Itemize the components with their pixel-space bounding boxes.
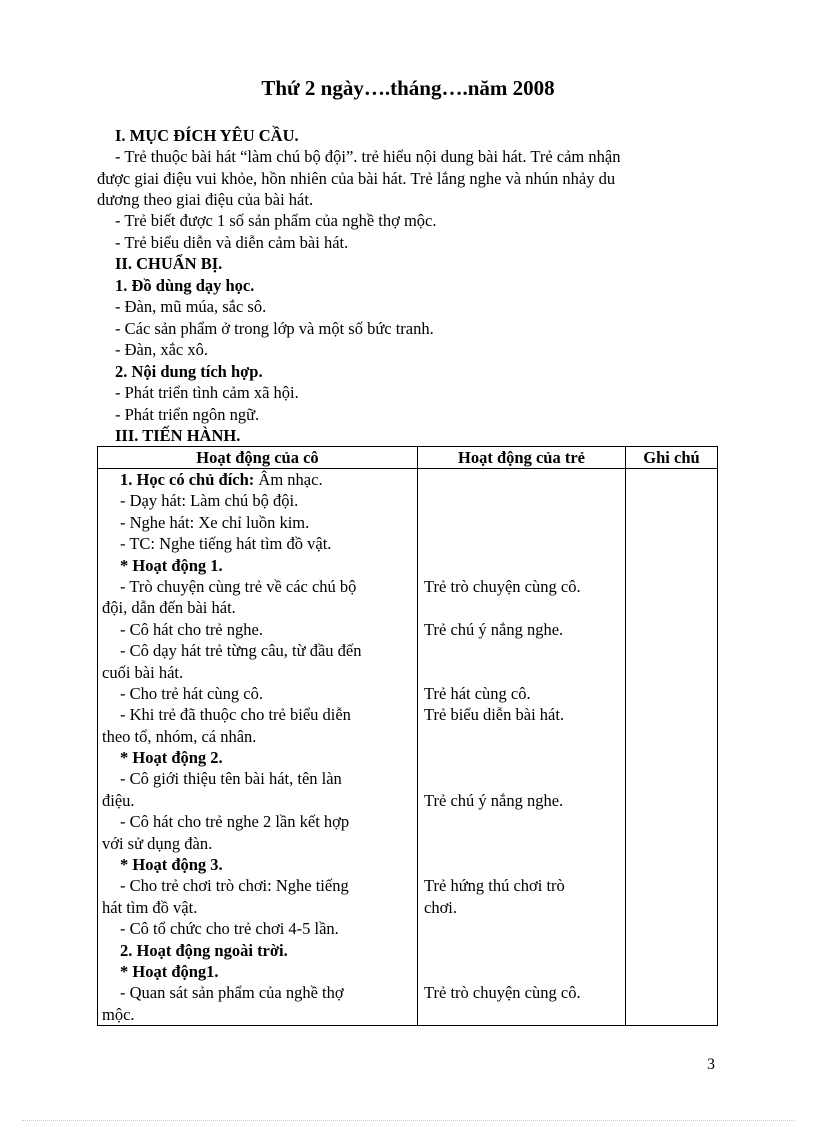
section2-sub2-line: - Phát triển ngôn ngữ. xyxy=(115,405,260,424)
teacher-line xyxy=(98,640,417,661)
teacher-line-bold: 2. Hoạt động ngoài trời. xyxy=(120,940,288,960)
teacher-line-text: hát tìm đồ vật. xyxy=(102,897,198,917)
section2-sub1-line: - Đàn, mũ múa, sắc sô. xyxy=(115,297,267,316)
child-activities-cell xyxy=(418,469,626,1026)
child-line xyxy=(418,512,625,533)
teacher-line-text: cuối bài hát. xyxy=(102,662,184,682)
child-line xyxy=(418,833,625,854)
child-line: Trẻ trò chuyện cùng cô. xyxy=(424,576,581,596)
section1-line: - Trẻ biểu diễn và diễn cảm bài hát. xyxy=(115,233,349,252)
teacher-line xyxy=(98,833,417,854)
section2-sub1-line: - Các sản phẩm ở trong lớp và một số bức tranh. xyxy=(115,319,434,338)
section2-sub1-heading: 1. Đồ dùng dạy học. xyxy=(115,276,255,295)
teacher-line xyxy=(98,811,417,832)
teacher-line xyxy=(98,854,417,875)
child-line xyxy=(418,918,625,939)
teacher-line-text: điệu. xyxy=(102,790,135,810)
child-line: chơi. xyxy=(424,897,458,917)
teacher-line-bold: * Hoạt động1. xyxy=(120,961,219,981)
teacher-line-text: - Cô giới thiệu tên bài hát, tên làn xyxy=(120,769,342,789)
teacher-line-text: với sử dụng đàn. xyxy=(102,833,213,853)
header-teacher: Hoạt động của cô xyxy=(98,447,418,469)
teacher-line-text: - Cô tổ chức cho trẻ chơi 4-5 lần. xyxy=(120,919,339,939)
teacher-line xyxy=(98,940,417,961)
child-line xyxy=(418,940,625,961)
teacher-line xyxy=(98,875,417,896)
section2-sub2-line: - Phát triển tình cảm xã hội. xyxy=(115,383,299,402)
notes-cell xyxy=(626,469,718,1026)
section1-line: - Trẻ biết được 1 số sản phẩm của nghề thợ mộc. xyxy=(115,211,437,230)
section1-line: được giai điệu vui khỏe, hồn nhiên của bài hát. Trẻ lắng nghe và nhún nhảy du xyxy=(97,169,616,188)
teacher-line-text: - Cô hát cho trẻ nghe 2 lần kết hợp xyxy=(120,812,350,832)
activity-table xyxy=(97,446,718,1026)
child-line xyxy=(418,640,625,661)
teacher-line-text: - Nghe hát: Xe chỉ luồn kim. xyxy=(120,512,310,532)
page-number: 3 xyxy=(707,1056,715,1073)
teacher-line-text: - Khi trẻ đã thuộc cho trẻ biểu diễn xyxy=(120,705,351,725)
teacher-line-text: - Cho trẻ hát cùng cô. xyxy=(120,683,263,703)
teacher-line xyxy=(98,1004,417,1025)
teacher-line xyxy=(98,597,417,618)
teacher-line-text: - Trò chuyện cùng trẻ về các chú bộ xyxy=(120,576,357,596)
header-notes: Ghi chú xyxy=(626,447,718,469)
table-body-row xyxy=(98,469,718,1026)
child-line: Trẻ hứng thú chơi trò xyxy=(424,876,565,896)
child-line: Trẻ chú ý nắng nghe. xyxy=(424,619,564,639)
child-line xyxy=(418,1004,625,1025)
teacher-line xyxy=(98,704,417,725)
page-title: Thứ 2 ngày….tháng….năm 2008 xyxy=(261,76,555,100)
section2-heading: II. CHUẨN BỊ. xyxy=(115,254,223,273)
teacher-line xyxy=(98,982,417,1003)
teacher-line xyxy=(98,726,417,747)
section1-line: dương theo giai điệu của bài hát. xyxy=(97,190,314,209)
teacher-line-text: - Cô dạy hát trẻ từng câu, từ đầu đến xyxy=(120,641,362,661)
teacher-line xyxy=(98,961,417,982)
header-child: Hoạt động của trẻ xyxy=(418,447,626,469)
section1-heading: I. MỤC ĐÍCH YÊU CẦU. xyxy=(115,126,299,145)
child-line: Trẻ trò chuyện cùng cô. xyxy=(424,983,581,1003)
child-line xyxy=(418,469,625,490)
teacher-line-bold: * Hoạt động 1. xyxy=(120,555,223,575)
section1-line: - Trẻ thuộc bài hát “làm chú bộ đội”. trẻ hiểu nội dung bài hát. Trẻ cảm nhận xyxy=(115,147,621,166)
teacher-line-text: - Dạy hát: Làm chú bộ đội. xyxy=(120,491,299,511)
teacher-line xyxy=(98,918,417,939)
child-line: Trẻ chú ý nắng nghe. xyxy=(424,790,564,810)
table-header-row xyxy=(98,447,718,469)
teacher-line xyxy=(98,747,417,768)
teacher-line xyxy=(98,768,417,789)
child-line xyxy=(418,961,625,982)
teacher-line-bold: * Hoạt động 2. xyxy=(120,748,223,768)
teacher-line-bold: * Hoạt động 3. xyxy=(120,855,223,875)
section3-heading: III. TIẾN HÀNH. xyxy=(115,426,241,445)
teacher-line-text: theo tổ, nhóm, cá nhân. xyxy=(102,726,257,746)
child-line xyxy=(418,811,625,832)
child-line: Trẻ biểu diễn bài hát. xyxy=(424,705,565,725)
child-line xyxy=(418,768,625,789)
teacher-line xyxy=(98,662,417,683)
teacher-line-text: mộc. xyxy=(102,1004,135,1024)
child-line xyxy=(418,555,625,576)
teacher-line xyxy=(98,512,417,533)
teacher-line xyxy=(98,790,417,811)
teacher-line-text: - Quan sát sản phẩm của nghề thợ xyxy=(120,983,344,1003)
teacher-line xyxy=(98,490,417,511)
teacher-line xyxy=(98,469,417,490)
teacher-line-text: - Cho trẻ chơi trò chơi: Nghe tiếng xyxy=(120,876,349,896)
page-bottom-divider xyxy=(22,1120,794,1121)
child-line xyxy=(418,533,625,554)
child-line xyxy=(418,726,625,747)
child-line xyxy=(418,854,625,875)
teacher-line xyxy=(98,555,417,576)
section2-sub2-heading: 2. Nội dung tích hợp. xyxy=(115,362,263,381)
child-line xyxy=(418,597,625,618)
teacher-line-bold: 1. Học có chủ đích: xyxy=(120,470,255,489)
child-line xyxy=(418,747,625,768)
teacher-line xyxy=(98,619,417,640)
teacher-line xyxy=(98,533,417,554)
teacher-line xyxy=(98,897,417,918)
teacher-activities-cell xyxy=(98,469,418,1026)
section2-sub1-line: - Đàn, xắc xô. xyxy=(115,340,209,359)
teacher-line-text: - Cô hát cho trẻ nghe. xyxy=(120,619,263,639)
teacher-line-text: đội, dẫn đến bài hát. xyxy=(102,598,236,618)
teacher-line xyxy=(98,576,417,597)
child-line xyxy=(418,490,625,511)
teacher-line-text: - TC: Nghe tiếng hát tìm đồ vật. xyxy=(120,534,332,554)
teacher-line xyxy=(98,683,417,704)
child-line: Trẻ hát cùng cô. xyxy=(424,683,531,703)
child-line xyxy=(418,662,625,683)
teacher-line-text: Âm nhạc. xyxy=(254,470,323,489)
